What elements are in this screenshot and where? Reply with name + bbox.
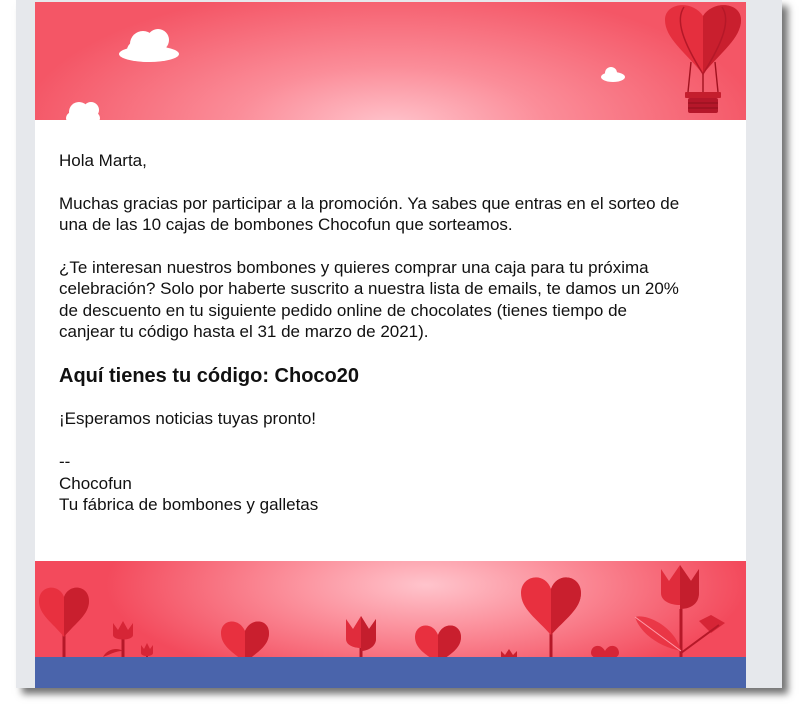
leaf-icon xyxy=(635,616,681,651)
header-banner xyxy=(35,2,746,120)
thanks-paragraph: Muchas gracias por participar a la promoción. Ya sabes que entras en el sorteo de una de las 10 cajas de bombones Chocofun que sorteamos. xyxy=(59,193,680,234)
tulip-icon xyxy=(346,616,376,657)
greeting-text: Hola Marta, xyxy=(59,151,147,170)
cloud-icon xyxy=(601,67,625,82)
signature-company: Chocofun xyxy=(59,473,132,493)
footer-banner xyxy=(35,561,746,657)
offer-paragraph: ¿Te interesan nuestros bombones y quieres comprar una caja para tu próxima celebración? Solo por haberte suscrito a nuestra lista de emails, te damos un 20% de descuento en tu siguiente pedido online de chocolates (tienes tiempo de canjear tu código hasta el 31 de marzo de 2021). xyxy=(59,257,679,341)
tulip-icon xyxy=(103,621,133,657)
leaf-icon xyxy=(681,615,725,653)
email-content xyxy=(59,150,739,516)
tulip-icon xyxy=(501,649,517,657)
heart-flower-icon xyxy=(221,621,269,657)
email-body xyxy=(35,2,746,688)
signature-separator: -- xyxy=(59,452,71,471)
hot-air-balloon-icon xyxy=(665,5,741,113)
cloud-icon xyxy=(66,102,100,120)
heart-flower-icon xyxy=(39,588,89,657)
cloud-icon xyxy=(119,29,179,62)
signature-tagline: Tu fábrica de bombones y galletas xyxy=(59,495,319,514)
heart-flower-icon xyxy=(521,577,581,657)
discount-code-heading: Aquí tienes tu código: Choco20 xyxy=(59,364,360,387)
closing-text: ¡Esperamos noticias tuyas pronto! xyxy=(59,408,317,428)
tulip-icon xyxy=(141,643,153,657)
heart-flower-icon xyxy=(415,625,461,657)
heart-flower-icon xyxy=(591,646,619,657)
footer-bar xyxy=(35,657,746,688)
